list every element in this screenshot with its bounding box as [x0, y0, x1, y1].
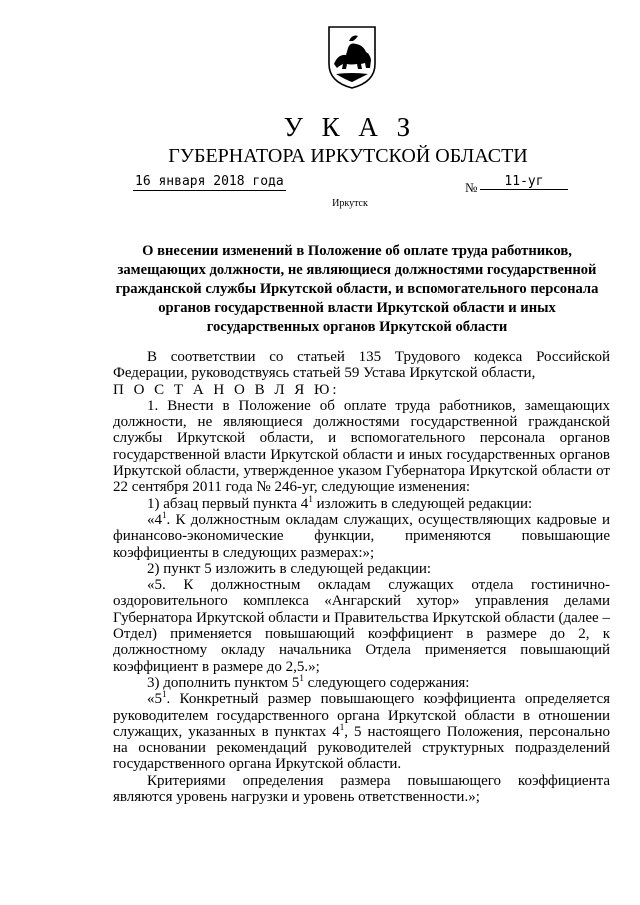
- document-city: Иркутск: [332, 198, 368, 209]
- paragraph-subitem-3: [113, 672, 610, 691]
- number-label: №: [465, 180, 478, 195]
- text-segment: 3) дополнить пунктом 5: [147, 674, 300, 691]
- paragraph-resolve: П О С Т А Н О В Л Я Ю:: [113, 381, 340, 398]
- superscript: 1: [162, 509, 167, 520]
- paragraph-subitem-1: [113, 493, 610, 512]
- document-number: 11-уг: [480, 174, 568, 190]
- text-segment: «5: [147, 691, 162, 708]
- document-heading: О внесении изменений в Положение об оплате труда работников, замещающих должности, не являющиеся должностями государственной гражданской службы Иркутской области, и вспомогательного персонала органов государственной власти Иркутской области и иных государственных органов Иркутской области: [115, 243, 599, 335]
- document-date: 16 января 2018 года: [135, 174, 284, 189]
- text-segment: . Конкретный размер повышающего коэффициента определяется руководителем государственного органа Иркутской области в отношении служащих, указанных в пунктах 4: [113, 691, 610, 740]
- paragraph-subitem-2: 2) пункт 5 изложить в следующей редакции:: [147, 560, 432, 577]
- superscript: 1: [308, 493, 313, 504]
- superscript: 1: [339, 721, 345, 732]
- text-segment: . К должностным окладам служащих, осуществляющих кадровые и финансово-экономические функции, применяются повышающие коэффициенты в следующих размерах:»;: [113, 511, 610, 561]
- text-segment: «4: [147, 511, 162, 528]
- document-issuer: ГУБЕРНАТОРА ИРКУТСКОЙ ОБЛАСТИ: [168, 145, 528, 167]
- paragraph-quote-4-1: [113, 509, 610, 561]
- superscript: 1: [299, 672, 304, 683]
- irkutsk-coat-of-arms-icon: [326, 24, 378, 90]
- superscript: 1: [162, 689, 167, 700]
- document-body: [113, 349, 610, 805]
- text-segment: следующего содержания:: [303, 674, 470, 691]
- document-title: У К А З: [283, 112, 417, 142]
- text-segment: изложить в следующей редакции:: [312, 495, 533, 512]
- paragraph-preamble: В соответствии со статьей 135 Трудового кодекса Российской Федерации, руководствуясь статьей 59 Устава Иркутской области,: [113, 349, 610, 382]
- paragraph-quote-5: «5. К должностным окладам служащих отдела гостинично-оздоровительного комплекса «Ангарский хутор» управления делами Губернатора Иркутской области и Правительства Иркутской области (далее – Отдел) применяется повышающий коэффициент в размере до 2, к должностному окладу начальника Отдела применяется повышающий коэффициент в размере до 2,5.»;: [113, 577, 610, 675]
- paragraph-criteria: Критериями определения размера повышающего коэффициента являются уровень нагрузки и уровень ответственности.»;: [113, 772, 610, 806]
- text-segment: 1) абзац первый пункта 4: [147, 495, 309, 512]
- paragraph-quote-5-1: [113, 691, 610, 772]
- paragraph-item-1: 1. Внести в Положение об оплате труда работников, замещающих должности, не являющиеся должностями государственной гражданской службы Иркутской области, и вспомогательного персонала органов государственной власти Иркутской области и иных государственных органов Иркутской области, утвержденное указом Губернатора Иркутской области от 22 сентября 2011 года № 246-уг, следующие изменения:: [113, 397, 610, 496]
- text-segment: , 5 настоящего Положения, персонально на основании рекомендаций руководителей структурных подразделений государственного органа Иркутской области.: [113, 723, 610, 773]
